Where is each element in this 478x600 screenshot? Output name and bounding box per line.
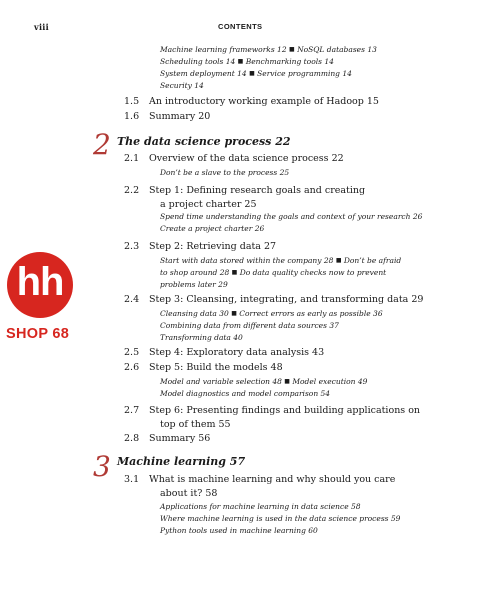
toc-section-continuation: top of them 55: [160, 419, 231, 430]
toc-section-link[interactable]: Step 6: Presenting findings and building applications on: [149, 405, 421, 416]
toc-subentry: Python tools used in machine learning 60: [160, 526, 318, 535]
toc-section-link[interactable]: Step 3: Cleansing, integrating, and transforming data 29: [149, 294, 424, 305]
section-number: 3.1: [124, 474, 140, 485]
chapter-title-link[interactable]: Machine learning 57: [117, 455, 246, 468]
section-number: 2.5: [124, 347, 140, 358]
page-number: viii: [34, 22, 49, 32]
toc-subentry: Combining data from different data sources 37: [160, 321, 339, 330]
toc-section-link[interactable]: Step 2: Retrieving data 27: [149, 241, 277, 252]
toc-section-link[interactable]: Summary 56: [149, 433, 211, 444]
toc-subentry: Scheduling tools 14 ■ Benchmarking tools 14: [160, 57, 334, 66]
chapter-number: 3: [93, 450, 111, 483]
toc-subentry: System deployment 14 ■ Service programming 14: [160, 69, 352, 78]
section-number: 1.5: [124, 96, 140, 107]
section-number: 2.2: [124, 185, 140, 196]
toc-subentry: problems later 29: [160, 280, 228, 289]
toc-subentry: Model diagnostics and model comparison 54: [160, 389, 331, 398]
toc-subentry: Spend time understanding the goals and context of your research 26: [160, 212, 423, 221]
section-number: 1.6: [124, 111, 140, 122]
logo-caption: SHOP 68: [6, 326, 70, 342]
section-number: 2.3: [124, 241, 140, 252]
section-number: 2.1: [124, 153, 140, 164]
section-number: 2.8: [124, 433, 140, 444]
toc-subentry: Don’t be a slave to the process 25: [160, 168, 290, 177]
toc-section-continuation: about it? 58: [160, 488, 218, 499]
chapter-title-link[interactable]: The data science process 22: [117, 135, 291, 148]
logo-mark: hh: [16, 260, 64, 304]
toc-section-link[interactable]: Overview of the data science process 22: [149, 153, 344, 164]
toc-section-link[interactable]: An introductory working example of Hadoop 15: [149, 96, 379, 107]
toc-subentry: to shop around 28 ■ Do data quality checks now to prevent: [160, 268, 387, 277]
toc-section-link[interactable]: Summary 20: [149, 111, 211, 122]
toc-subentry: Machine learning frameworks 12 ■ NoSQL databases 13: [160, 45, 377, 54]
section-number: 2.7: [124, 405, 140, 416]
toc-section-link[interactable]: What is machine learning and why should you care: [149, 474, 396, 485]
running-header: CONTENTS: [218, 22, 263, 31]
toc-subentry: Model and variable selection 48 ■ Model execution 49: [160, 377, 368, 386]
toc-subentry: Security 14: [160, 81, 204, 90]
toc-section-link[interactable]: Step 5: Build the models 48: [149, 362, 283, 373]
toc-subentry: Where machine learning is used in the data science process 59: [160, 514, 401, 523]
chapter-number: 2: [93, 128, 111, 161]
toc-section-link[interactable]: Step 1: Defining research goals and creating: [149, 185, 366, 196]
toc-subentry: Transforming data 40: [160, 333, 243, 342]
section-number: 2.6: [124, 362, 140, 373]
toc-subentry: Cleansing data 30 ■ Correct errors as early as possible 36: [160, 309, 383, 318]
toc-subentry: Start with data stored within the company 28 ■ Don’t be afraid: [160, 256, 402, 265]
toc-section-link[interactable]: Step 4: Exploratory data analysis 43: [149, 347, 325, 358]
toc-subentry: Applications for machine learning in data science 58: [160, 502, 361, 511]
toc-subentry: Create a project charter 26: [160, 224, 265, 233]
section-number: 2.4: [124, 294, 140, 305]
toc-section-continuation: a project charter 25: [160, 199, 257, 210]
